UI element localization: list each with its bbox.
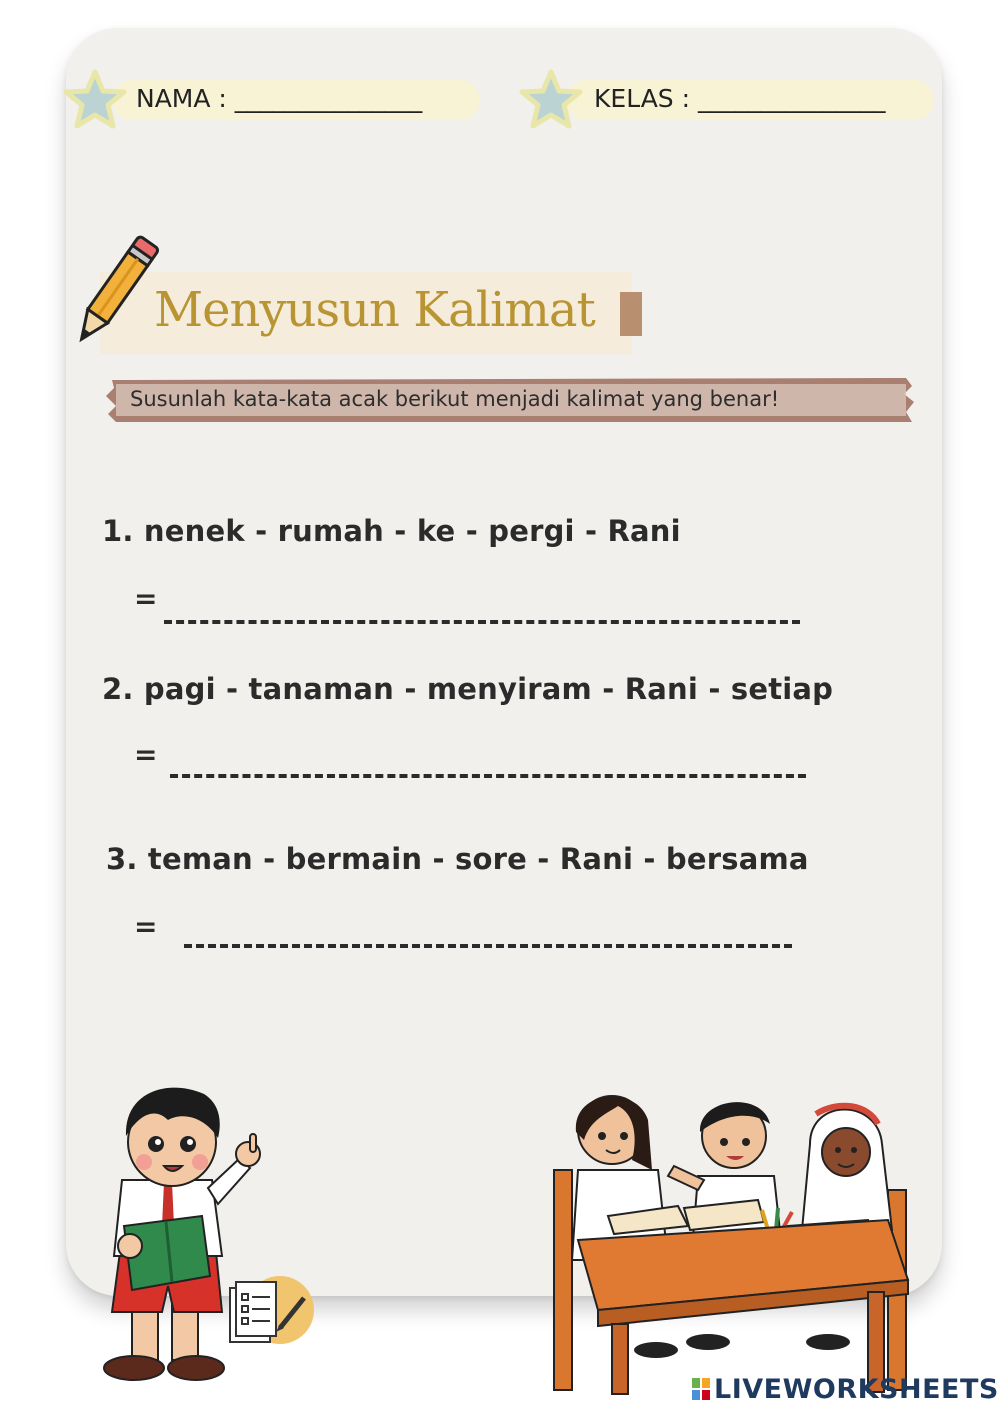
question-2: 2. pagi - tanaman - menyiram - Rani - setiap — [102, 672, 834, 706]
instruction-text: Susunlah kata-kata acak berikut menjadi kalimat yang benar! — [130, 387, 780, 411]
worksheet-icon — [222, 1270, 320, 1354]
star-icon — [62, 68, 128, 130]
answer-3-line[interactable] — [184, 944, 792, 948]
liveworksheets-logo-icon — [692, 1378, 710, 1402]
title-tape — [620, 292, 642, 336]
watermark[interactable]: LIVEWORKSHEETS — [714, 1374, 999, 1405]
question-1: 1. nenek - rumah - ke - pergi - Rani — [102, 514, 681, 548]
answer-2-line[interactable] — [170, 774, 806, 778]
class-field[interactable]: KELAS : _______________ — [594, 84, 886, 113]
name-field[interactable]: NAMA : _______________ — [136, 84, 423, 113]
answer-2-equals: = — [134, 738, 158, 771]
page-title: Menyusun Kalimat — [154, 282, 595, 338]
star-icon — [518, 68, 584, 130]
answer-1-equals: = — [134, 582, 158, 615]
question-3: 3. teman - bermain - sore - Rani - bersama — [106, 842, 809, 876]
students-studying-illustration — [548, 1080, 920, 1400]
answer-1-line[interactable] — [164, 620, 800, 624]
answer-3-equals: = — [134, 910, 158, 943]
